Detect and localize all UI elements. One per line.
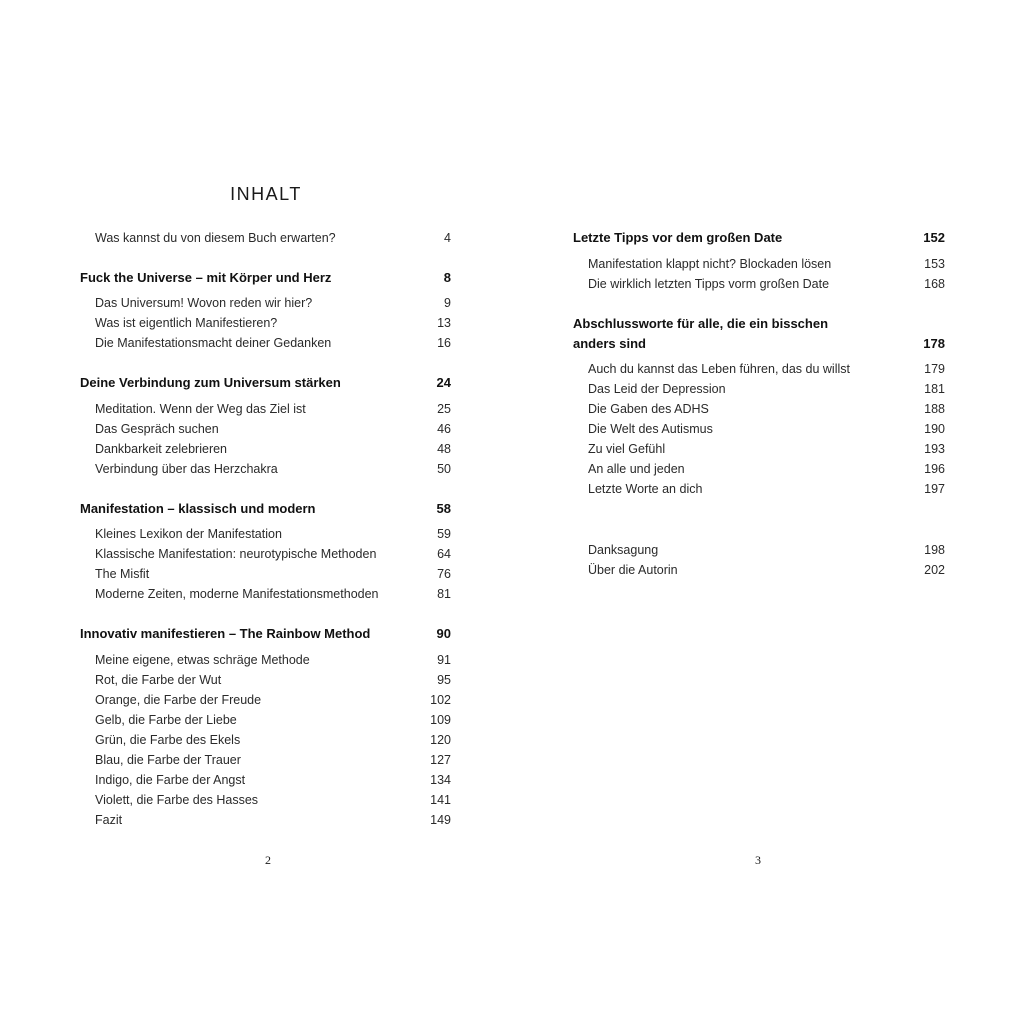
toc-entry-row[interactable] [588, 421, 945, 437]
toc-entry-title: Innovativ manifestieren – The Rainbow Method [80, 626, 371, 641]
toc-entry-title: Was ist eigentlich Manifestieren? [95, 316, 278, 330]
toc-entry-title: Fazit [95, 813, 123, 827]
toc-entry-page: 168 [924, 277, 945, 291]
toc-entry-page: 90 [436, 626, 451, 641]
toc-entry-page: 9 [444, 296, 451, 310]
toc-entry-title: Fuck the Universe – mit Körper und Herz [80, 270, 332, 285]
toc-entry-title: An alle und jeden [588, 462, 685, 476]
toc-entry-page: 178 [923, 336, 945, 351]
toc-entry-row[interactable] [95, 335, 451, 351]
toc-entry-title: Violett, die Farbe des Hasses [95, 793, 259, 807]
toc-entry-title: Grün, die Farbe des Ekels [95, 733, 241, 747]
toc-entry-page: 76 [437, 567, 451, 581]
toc-entry-page: 196 [924, 462, 945, 476]
toc-entry-row[interactable] [588, 256, 945, 272]
toc-entry-page: 102 [430, 693, 451, 707]
toc-entry-title: Indigo, die Farbe der Angst [95, 773, 246, 787]
toc-entry-title: Meine eigene, etwas schräge Methode [95, 653, 310, 667]
toc-entry-title: Die wirklich letzten Tipps vorm großen Date [588, 277, 830, 291]
toc-entry-page: 141 [430, 793, 451, 807]
toc-chapter-row[interactable] [80, 375, 451, 391]
toc-entry-page: 58 [436, 501, 451, 516]
toc-entry-page: 48 [437, 442, 451, 456]
toc-entry-row[interactable] [95, 772, 451, 788]
toc-entry-title: Was kannst du von diesem Buch erwarten? [95, 231, 336, 245]
toc-chapter-row[interactable] [573, 316, 945, 332]
toc-entry-title: Das Universum! Wovon reden wir hier? [95, 296, 313, 310]
toc-entry-page: 190 [924, 422, 945, 436]
toc-entry-page: 81 [437, 587, 451, 601]
toc-chapter-row[interactable] [80, 501, 451, 517]
toc-entry-title: Manifestation – klassisch und modern [80, 501, 316, 516]
toc-entry-row[interactable] [95, 712, 451, 728]
toc-entry-row[interactable] [95, 546, 451, 562]
toc-entry-page: 152 [923, 230, 945, 245]
toc-entry-row[interactable] [95, 586, 451, 602]
toc-entry-row[interactable] [95, 652, 451, 668]
toc-entry-page: 134 [430, 773, 451, 787]
toc-entry-row[interactable] [95, 692, 451, 708]
toc-entry-page: 188 [924, 402, 945, 416]
toc-entry-page: 8 [443, 270, 451, 285]
toc-entry-row[interactable] [95, 812, 451, 828]
toc-entry-row[interactable] [95, 401, 451, 417]
toc-entry-page: 193 [924, 442, 945, 456]
toc-entry-title: Die Welt des Autismus [588, 422, 713, 436]
toc-entry-page: 91 [437, 653, 451, 667]
toc-entry-page: 181 [924, 382, 945, 396]
toc-entry-page: 197 [924, 482, 945, 496]
toc-entry-title: Dankbarkeit zelebrieren [95, 442, 228, 456]
toc-entry-title: Meditation. Wenn der Weg das Ziel ist [95, 402, 306, 416]
toc-entry-page: 25 [437, 402, 451, 416]
toc-entry-page: 64 [437, 547, 451, 561]
toc-entry-title: anders sind [573, 336, 646, 351]
toc-entry-page: 120 [430, 733, 451, 747]
toc-entry-title: Zu viel Gefühl [588, 442, 666, 456]
toc-entry-title: Manifestation klappt nicht? Blockaden lösen [588, 257, 832, 271]
toc-entry-row[interactable] [95, 672, 451, 688]
toc-chapter-row[interactable] [573, 230, 945, 246]
toc-entry-title: Kleines Lexikon der Manifestation [95, 527, 282, 541]
toc-entry-row[interactable] [588, 542, 945, 558]
toc-entry-page: 149 [430, 813, 451, 827]
toc-entry-title: Abschlussworte für alle, die ein bisschen [573, 316, 829, 331]
toc-entry-row[interactable] [95, 461, 451, 477]
toc-entry-row[interactable] [95, 792, 451, 808]
toc-entry-row[interactable] [95, 752, 451, 768]
toc-entry-page: 4 [444, 231, 451, 245]
right-page [512, 0, 1024, 1024]
toc-entry-title: Das Leid der Depression [588, 382, 726, 396]
toc-entry-page: 24 [436, 375, 451, 390]
toc-entry-row[interactable] [588, 381, 945, 397]
toc-entry-page: 46 [437, 422, 451, 436]
toc-entry-page: 95 [437, 673, 451, 687]
left-page-number: 2 [265, 853, 271, 867]
toc-entry-title: Die Manifestationsmacht deiner Gedanken [95, 336, 332, 350]
toc-entry-row[interactable] [95, 526, 451, 542]
toc-entry-row[interactable] [588, 361, 945, 377]
toc-entry-page: 179 [924, 362, 945, 376]
toc-entry-title: Letzte Worte an dich [588, 482, 703, 496]
toc-entry-title: Letzte Tipps vor dem großen Date [573, 230, 783, 245]
toc-entry-title: Gelb, die Farbe der Liebe [95, 713, 237, 727]
toc-entry-title: Danksagung [588, 543, 659, 557]
toc-entry-page: 198 [924, 543, 945, 557]
toc-entry-row[interactable] [95, 315, 451, 331]
toc-entry-title: Über die Autorin [588, 563, 678, 577]
toc-title: INHALT [230, 184, 302, 204]
toc-entry-page: 13 [437, 316, 451, 330]
toc-entry-row[interactable] [95, 230, 451, 246]
toc-entry-page: 50 [437, 462, 451, 476]
toc-entry-row[interactable] [95, 566, 451, 582]
toc-entry-title: Rot, die Farbe der Wut [95, 673, 222, 687]
toc-entry-title: Die Gaben des ADHS [588, 402, 709, 416]
toc-entry-page: 202 [924, 563, 945, 577]
toc-entry-title: Deine Verbindung zum Universum stärken [80, 375, 341, 390]
toc-entry-row[interactable] [588, 562, 945, 578]
toc-entry-row[interactable] [95, 421, 451, 437]
right-page-number: 3 [755, 853, 761, 867]
toc-entry-title: Auch du kannst das Leben führen, das du willst [588, 362, 850, 376]
toc-chapter-row[interactable] [80, 270, 451, 286]
toc-entry-title: Verbindung über das Herzchakra [95, 462, 278, 476]
toc-entry-page: 16 [437, 336, 451, 350]
toc-entry-row[interactable] [95, 295, 451, 311]
toc-entry-row[interactable] [588, 461, 945, 477]
toc-entry-title: Klassische Manifestation: neurotypische Methoden [95, 547, 377, 561]
toc-entry-title: Das Gespräch suchen [95, 422, 219, 436]
toc-entry-page: 153 [924, 257, 945, 271]
toc-entry-page: 127 [430, 753, 451, 767]
toc-entry-title: Blau, die Farbe der Trauer [95, 753, 241, 767]
toc-entry-title: Orange, die Farbe der Freude [95, 693, 262, 707]
toc-chapter-row[interactable] [573, 336, 945, 352]
toc-entry-row[interactable] [588, 441, 945, 457]
toc-entry-page: 109 [430, 713, 451, 727]
toc-entry-row[interactable] [588, 481, 945, 497]
toc-entry-row[interactable] [588, 401, 945, 417]
toc-entry-row[interactable] [95, 732, 451, 748]
toc-entry-title: Moderne Zeiten, moderne Manifestationsmethoden [95, 587, 379, 601]
toc-entry-row[interactable] [95, 441, 451, 457]
toc-entry-title: The Misfit [95, 567, 150, 581]
toc-entry-row[interactable] [588, 276, 945, 292]
toc-entry-page: 59 [437, 527, 451, 541]
toc-chapter-row[interactable] [80, 626, 451, 642]
